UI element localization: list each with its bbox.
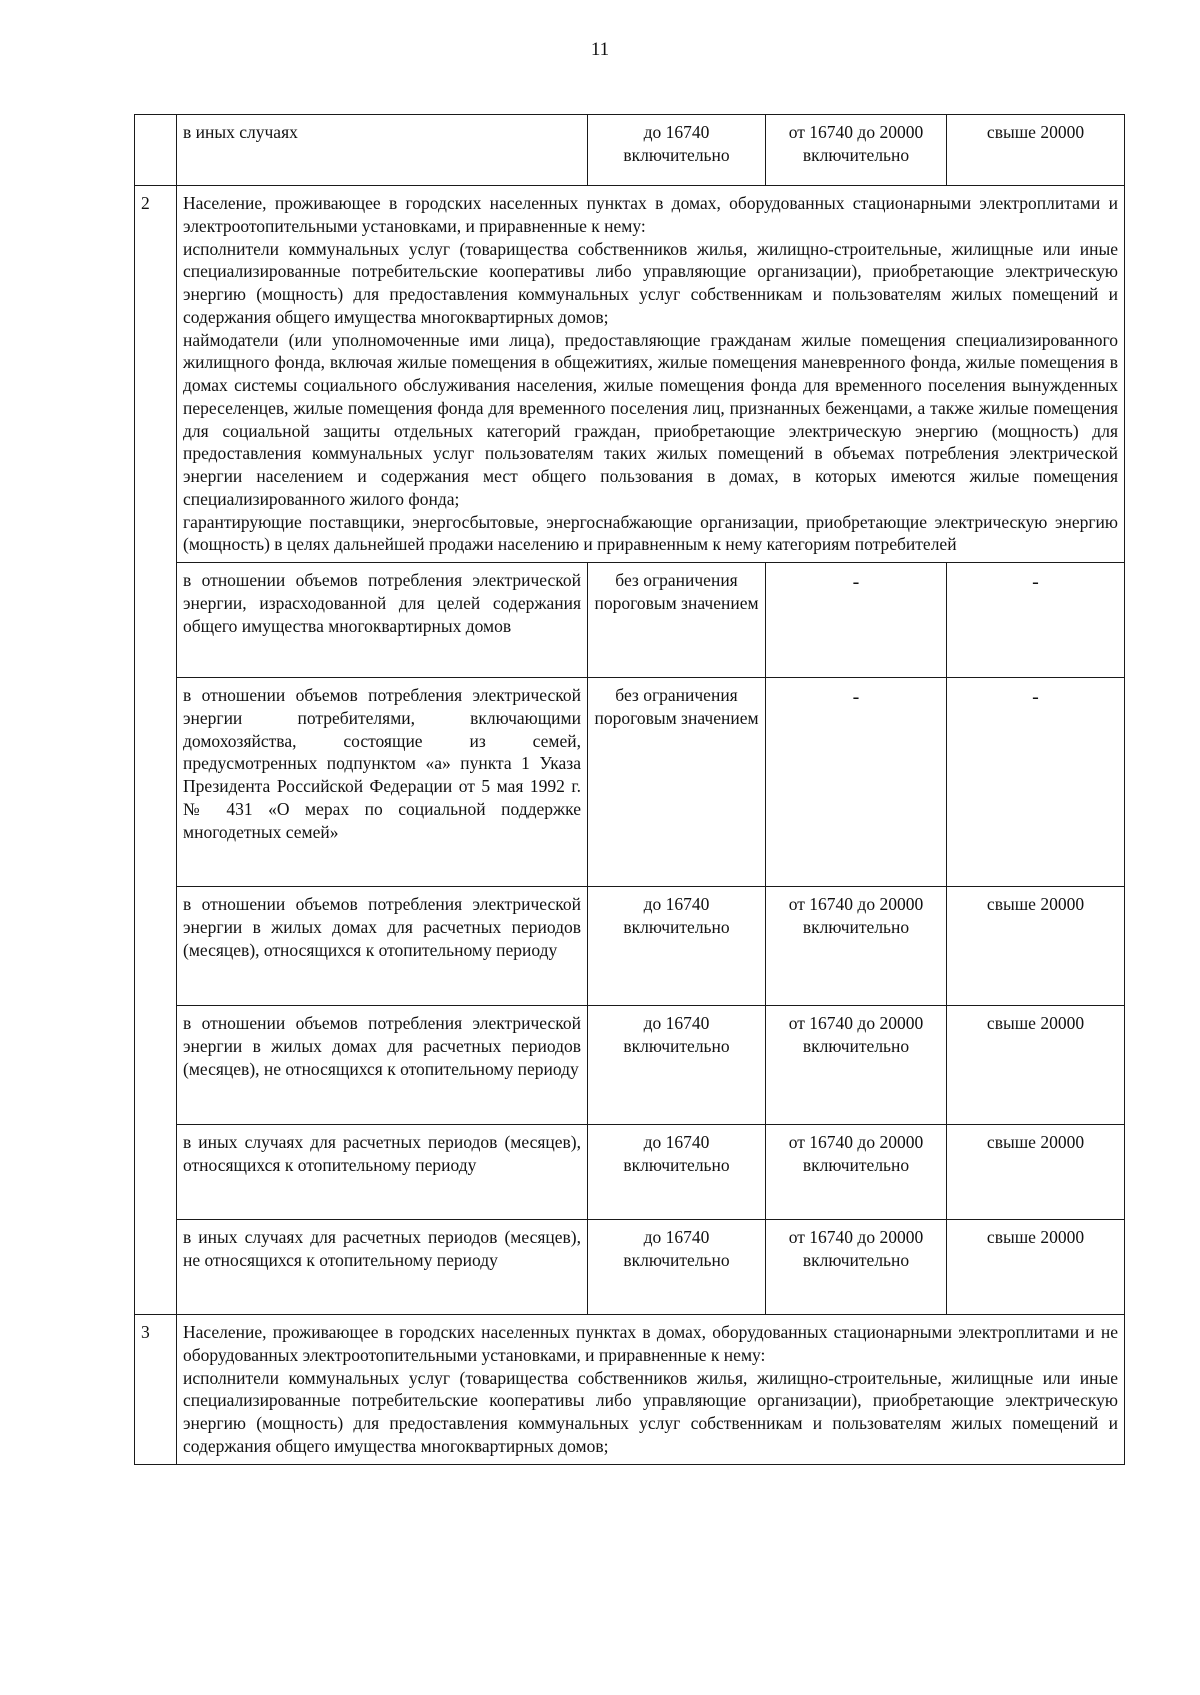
table-row bbox=[135, 1006, 1125, 1125]
section-3-paragraph: Население, проживающее в городских населенных пунктах в домах, оборудованных стационарными электроплитами и не оборудованных электроотопительными установками, и приравненные к нему: bbox=[183, 1322, 1118, 1365]
row-description: в отношении объемов потребления электрической энергии, израсходованной для целей содержания общего имущества многоквартирных домов bbox=[177, 563, 588, 678]
range-mid-cell: - bbox=[766, 678, 947, 887]
table-row bbox=[135, 1220, 1125, 1315]
range-low-cell: до 16740 включительно bbox=[588, 1125, 766, 1220]
section-3-header-row bbox=[135, 1315, 1125, 1465]
row-number-cell bbox=[135, 115, 177, 186]
range-high-cell: - bbox=[947, 678, 1125, 887]
range-high-cell: свыше 20000 bbox=[947, 1006, 1125, 1125]
range-high-cell: свыше 20000 bbox=[947, 1220, 1125, 1315]
row-description: в отношении объемов потребления электрической энергии в жилых домах для расчетных периодов (месяцев), не относящихся к отопительному периоду bbox=[177, 1006, 588, 1125]
range-low-cell: без ограничения пороговым значением bbox=[588, 678, 766, 887]
table-row bbox=[135, 887, 1125, 1006]
section-3-number: 3 bbox=[135, 1315, 177, 1465]
section-2-description bbox=[177, 186, 1125, 563]
section-3-paragraph: исполнители коммунальных услуг (товарищества собственников жилья, жилищно-строительные, жилищные или иные специализированные потребительские кооперативы либо управляющие организации), приобретающие электрическую энергию (мощность) для предоставления коммунальных услуг собственникам и пользователям жилых помещений и содержания общего имущества многоквартирных домов; bbox=[183, 1367, 1118, 1456]
section-2-header-row bbox=[135, 186, 1125, 563]
range-high-cell: - bbox=[947, 563, 1125, 678]
section-2-paragraph: наймодатели (или уполномоченные ими лица), предоставляющие гражданам жилые помещения специализированного жилищного фонда, включая жилые помещения в общежитиях, жилые помещения маневренного фонда, жилые помещения в домах системы социального обслуживания населения, жилые помещения фонда для временного поселения вынужденных переселенцев, жилые помещения фонда для временного поселения лиц, признанных беженцами, а также жилые помещения для социальной защиты отдельных категорий граждан, приобретающие электрическую энергию (мощность) для предоставления коммунальных услуг пользователям таких жилых помещений в объемах потребления электрической энергии населением и содержания мест общего пользования в домах, в которых имеются жилые помещения специализированного жилого фонда; bbox=[183, 329, 1118, 509]
range-low-cell: без ограничения пороговым значением bbox=[588, 563, 766, 678]
section-2-paragraph: Население, проживающее в городских населенных пунктах в домах, оборудованных стационарными электроплитами и электроотопительными установками, и приравненные к нему: bbox=[183, 193, 1118, 236]
table-row bbox=[135, 678, 1125, 887]
range-mid-cell: от 16740 до 20000 включительно bbox=[766, 1125, 947, 1220]
section-2-paragraph: исполнители коммунальных услуг (товарищества собственников жилья, жилищно-строительные, жилищные или иные специализированные потребительские кооперативы либо управляющие организации), приобретающие электрическую энергию (мощность) для предоставления коммунальных услуг собственникам и пользователям жилых помещений и содержания общего имущества многоквартирных домов; bbox=[183, 238, 1118, 327]
table-row bbox=[135, 115, 1125, 186]
range-mid-cell: от 16740 до 20000 включительно bbox=[766, 115, 947, 186]
range-high-cell: свыше 20000 bbox=[947, 1125, 1125, 1220]
row-description: в отношении объемов потребления электрической энергии потребителями, включающими домохозяйства, состоящие из семей, предусмотренных подпунктом «а» пункта 1 Указа Президента Российской Федерации от 5 мая 1992 г. № 431 «О мерах по социальной поддержке многодетных семей» bbox=[177, 678, 588, 887]
section-2-number: 2 bbox=[135, 186, 177, 1315]
row-description: в иных случаях для расчетных периодов (месяцев), относящихся к отопительному периоду bbox=[177, 1125, 588, 1220]
range-low-cell: до 16740 включительно bbox=[588, 887, 766, 1006]
range-mid-cell: от 16740 до 20000 включительно bbox=[766, 1006, 947, 1125]
range-low-cell: до 16740 включительно bbox=[588, 115, 766, 186]
table-row bbox=[135, 563, 1125, 678]
range-low-cell: до 16740 включительно bbox=[588, 1220, 766, 1315]
table-row bbox=[135, 1125, 1125, 1220]
page-number: 11 bbox=[590, 39, 610, 60]
row-description: в отношении объемов потребления электрической энергии в жилых домах для расчетных периодов (месяцев), относящихся к отопительному периоду bbox=[177, 887, 588, 1006]
range-mid-cell: от 16740 до 20000 включительно bbox=[766, 887, 947, 1006]
section-2-paragraph: гарантирующие поставщики, энергосбытовые, энергоснабжающие организации, приобретающие электрическую энергию (мощность) в целях дальнейшей продажи населению и приравненным к нему категориям потребителей bbox=[183, 511, 1118, 555]
range-high-cell: свыше 20000 bbox=[947, 887, 1125, 1006]
range-mid-cell: от 16740 до 20000 включительно bbox=[766, 1220, 947, 1315]
row-description: в иных случаях для расчетных периодов (месяцев), не относящихся к отопительному периоду bbox=[177, 1220, 588, 1315]
section-3-description bbox=[177, 1315, 1125, 1465]
row-description: в иных случаях bbox=[177, 115, 588, 186]
range-high-cell: свыше 20000 bbox=[947, 115, 1125, 186]
tariff-table bbox=[134, 114, 1125, 1465]
range-mid-cell: - bbox=[766, 563, 947, 678]
range-low-cell: до 16740 включительно bbox=[588, 1006, 766, 1125]
